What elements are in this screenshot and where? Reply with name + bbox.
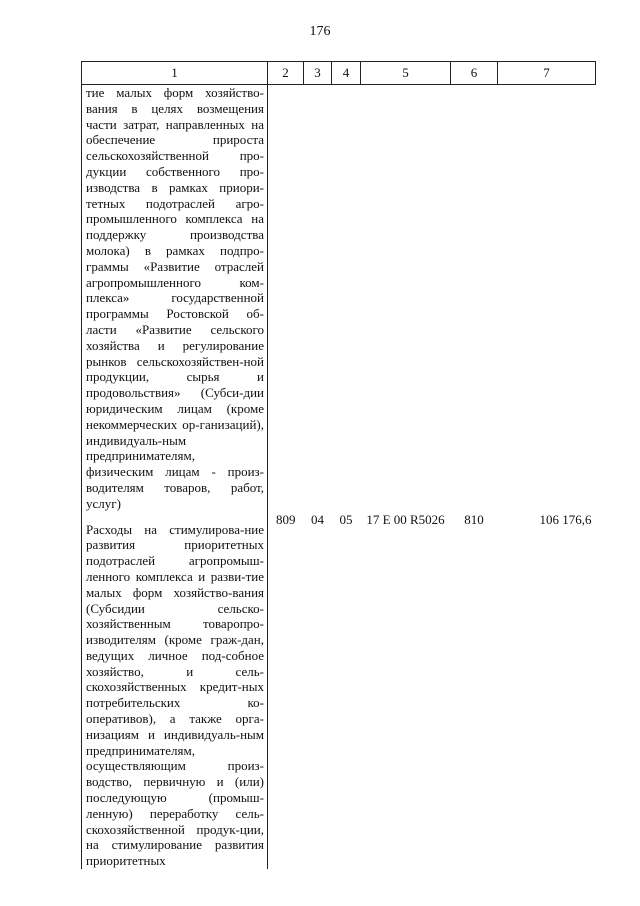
cell-col5: 17 Е 00 R5026: [366, 511, 445, 527]
page-number: 176: [309, 24, 331, 39]
column-header: 3: [304, 62, 332, 85]
cell-col4: [332, 85, 361, 512]
column-header: 5: [361, 62, 451, 85]
column-header: 4: [332, 62, 361, 85]
column-header: 6: [451, 62, 498, 85]
cell-col3: [304, 85, 332, 512]
cell-col4: 05: [339, 511, 353, 527]
cell-col7: [498, 85, 596, 512]
cell-col5: [361, 85, 451, 512]
cell-col6: [451, 85, 498, 512]
cell-col3: 04: [311, 511, 324, 527]
row-description: тие малых форм хозяйство-вания в целях возмещения части затрат, направленных на обеспечение прироста сельскохозяйственной про-дукции собственного про-изводства в рамках приори-тетных подотраслей агро-промышленного комплекса на поддержку производства молока) в рамках подпро-граммы «Развитие отраслей агропромышленного ком-плекса» государственной программы Ростовской об-ласти «Развитие сельского хозяйства и регулирование рынков сельскохозяйствен-ной продукции, сырья и продовольствия» (Субси-дии юридическим лицам (кроме некоммерческих ор-ганизаций), индивидуаль-ным предпринимателям, физическим лицам - произ-водителям товаров, работ, услуг): [82, 85, 268, 512]
column-header: 7: [498, 62, 596, 85]
budget-table: [81, 61, 596, 869]
cell-col7: 106 176,6: [539, 511, 592, 527]
cell-col6: 810: [464, 511, 484, 527]
cell-col2: [268, 85, 304, 512]
table-row: [82, 85, 596, 512]
table-row: [82, 512, 596, 870]
row-description: Расходы на стимулирова-ние развития приоритетных подотраслей агропромыш-ленного комплекса и разви-тие малых форм хозяйство-вания (Субсидии сельско-хозяйственным товаропро-изводителям (кроме граж-дан, ведущих личное под-собное хозяйство, и сель-скохозяйственных кредит-ных потребительских ко-оперативов), а также орга-низациям и индивидуаль-ным предпринимателям, осуществляющим произ-водство, первичную и (или) последующую (промыш-ленную) переработку сель-скохозяйственной продук-ции, на стимулирование развития приоритетных: [82, 512, 268, 870]
cell-col2: 809: [276, 511, 296, 527]
table-header-row: [82, 62, 596, 85]
column-header: 1: [82, 62, 268, 85]
column-header: 2: [268, 62, 304, 85]
